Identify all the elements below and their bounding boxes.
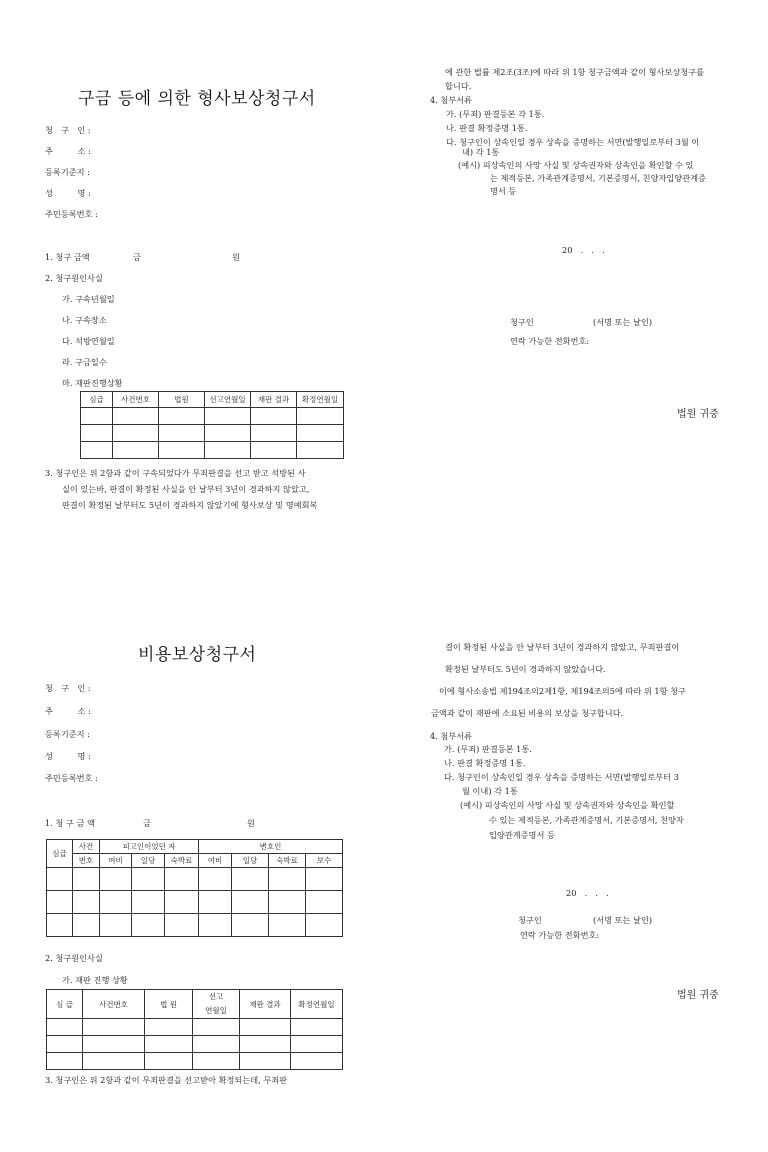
form1-rrn-label: 주민등록번호 : — [45, 209, 98, 219]
form2-sign-mark: (서명 또는 날인) — [593, 915, 653, 925]
cost-defendant-group: 피고인이었던 자 — [100, 840, 199, 854]
cost-lawyer-group: 변호인 — [199, 840, 343, 854]
form1-att-c1: 다. 청구인이 상속인일 경우 상속을 증명하는 서면(발행일로부터 3월 이 — [446, 137, 700, 147]
form1-court: 법원 귀중 — [677, 409, 719, 420]
form2-att-c2: 월 이내) 각 1통 — [462, 786, 518, 796]
table-row — [47, 891, 343, 914]
form2-cont-line1: 결이 확정된 사실을 안 날부터 3년이 경과하지 않았고, 무죄판결이 — [445, 642, 680, 652]
form2-item1-won-suffix: 원 — [247, 818, 255, 828]
form1-item3-line3: 판결이 확정된 날부터도 5년이 경과하지 않았기에 형사보상 및 명예회복 — [62, 500, 318, 510]
form1-att-b: 나. 판결 확정증명 1통. — [446, 123, 528, 133]
form2-item3-line1: 3. 청구인은 위 2항과 같이 무죄판결을 선고받아 확정되는데, 무죄판 — [45, 1075, 288, 1085]
form1-item2-label: 2. 청구원인사실 — [45, 273, 103, 283]
cost-instance-header: 심급 — [47, 840, 73, 868]
table-header: 선고연월일 — [205, 392, 251, 408]
form1-title: 구금 등에 의한 형사보상청구서 — [78, 89, 316, 109]
table-header: 심급 — [81, 392, 113, 408]
cost-sub-header: 여비 — [100, 854, 132, 868]
form1-name-label: 성 명 : — [45, 188, 91, 198]
form1-item3-line1: 3. 청구인은 위 2항과 같이 구속되었다가 무죄판결을 선고 받고 석방된 사 — [45, 468, 306, 478]
cost-sub-header: 일당 — [132, 854, 165, 868]
form2-cont-line2: 확정된 날부터도 5년이 경과하지 않았습니다. — [445, 664, 606, 674]
form2-att-ex1: (예시) 피상속인의 사망 사실 및 상속권자와 상속인을 확인할 — [460, 800, 675, 810]
form1-att-ex2: 는 제적등본, 가족관계증명서, 기본증명서, 친양자입양관계증 — [490, 173, 706, 183]
form1-sub-c: 다. 석방연월일 — [62, 336, 115, 346]
form1-att-ex3: 명서 등 — [490, 186, 517, 196]
form1-att-a: 가. (무죄) 판결등본 각 1통. — [446, 109, 545, 119]
form1-date: 20 . . . — [562, 245, 605, 255]
form1-address-label: 주 소 : — [45, 146, 91, 156]
form1-trial-table — [80, 391, 344, 459]
form1-item1-label: 1. 청구 금액 — [45, 252, 90, 262]
form2-item1-won-prefix: 금 — [143, 818, 151, 828]
form1-sub-a: 가. 구속년월일 — [62, 294, 115, 304]
form1-sign-claimant: 청구인 — [510, 317, 534, 327]
cost-sub-header: 숙박료 — [165, 854, 199, 868]
table-header-line: 연월일 — [205, 1006, 227, 1015]
form2-att-b: 나. 판결 확정증명 1통. — [444, 758, 526, 768]
form1-sub-e: 마. 재판진행상황 — [62, 378, 123, 388]
form2-address-label: 주 소 : — [45, 706, 91, 716]
form2-att-ex2: 수 있는 제적등본, 가족관계증명서, 기본증명서, 친양자 — [489, 815, 684, 825]
table-header: 법 원 — [145, 990, 193, 1019]
form2-phone: 연락 가능한 전화번호: — [520, 930, 600, 940]
table-row — [81, 408, 344, 425]
table-header: 사건번호 — [113, 392, 159, 408]
form2-trial-table — [46, 989, 343, 1070]
form2-claimant-label: 청 구 인 : — [45, 683, 91, 693]
form2-cost-table — [46, 839, 343, 937]
form1-claimant-label: 청 구 인 : — [45, 125, 91, 135]
form2-cont-line4: 금액과 같이 재판에 소요된 비용의 보상을 청구합니다. — [431, 708, 624, 718]
form2-title: 비용보상청구서 — [138, 645, 257, 665]
form2-sub-a: 가. 재판 진행 상황 — [62, 975, 128, 985]
form1-att-c2: 내) 각 1통 — [462, 147, 500, 157]
form1-phone: 연락 가능한 전화번호: — [510, 336, 590, 346]
form1-sub-b: 나. 구속장소 — [62, 315, 107, 325]
form1-item3-line2: 실이 있는바, 판결이 확정된 사실을 안 날부터 3년이 경과하지 않았고, — [62, 484, 310, 494]
form2-att-a: 가. (무죄) 판결등본 1통. — [444, 744, 532, 754]
table-row — [47, 1053, 343, 1070]
cost-sub-header: 보수 — [306, 854, 343, 868]
table-header: 재판 결과 — [240, 990, 291, 1019]
form2-rrn-label: 주민등록번호 : — [45, 773, 98, 783]
form1-sub-d: 라. 구금일수 — [62, 357, 107, 367]
table-header: 심 급 — [47, 990, 83, 1019]
table-header: 확정연월일 — [291, 990, 343, 1019]
form1-sign-mark: (서명 또는 날인) — [593, 317, 653, 327]
form2-sign-claimant: 청구인 — [518, 915, 542, 925]
form2-att-ex3: 입양관계증명서 등 — [489, 830, 555, 840]
form2-registry-label: 등록기준지 : — [45, 729, 90, 739]
form1-item4-label: 4. 첨부서류 — [430, 95, 473, 105]
form1-registry-label: 등록기준지 : — [45, 167, 90, 177]
form2-name-label: 성 명 : — [45, 751, 91, 761]
cost-sub-header: 여비 — [199, 854, 232, 868]
table-row — [81, 442, 344, 459]
table-header-line: 선고 — [208, 992, 224, 1001]
table-header — [193, 990, 240, 1019]
form2-item4-label: 4. 첨부서류 — [430, 731, 473, 741]
cost-sub-header: 일당 — [232, 854, 269, 868]
table-row — [47, 868, 343, 891]
form2-date: 20 . . . — [566, 888, 609, 898]
cost-case-header-bottom: 번호 — [73, 854, 100, 868]
table-header: 법원 — [159, 392, 205, 408]
table-header: 사건번호 — [83, 990, 145, 1019]
table-header: 확정연월일 — [297, 392, 344, 408]
form2-att-c1: 다. 청구인이 상속인일 경우 상속을 증명하는 서면(발행일로부터 3 — [444, 772, 679, 782]
form1-att-ex1: (예시) 피상속인의 사망 사실 및 상속권자와 상속인을 확인할 수 있 — [458, 160, 694, 170]
table-row — [47, 1036, 343, 1053]
form2-item1-label: 1. 청 구 금 액 — [45, 818, 95, 828]
form2-court: 법원 귀중 — [677, 990, 719, 1001]
cost-sub-header: 숙박료 — [269, 854, 306, 868]
table-header: 재판 결과 — [251, 392, 297, 408]
form2-cont-line3: 이에 형사소송법 제194조의2제1항, 제194조의5에 따라 위 1항 청구 — [439, 686, 686, 696]
cost-case-header-top: 사건 — [73, 840, 100, 854]
form2-item2-label: 2. 청구원인사실 — [45, 953, 103, 963]
table-row — [47, 1019, 343, 1036]
table-row — [81, 425, 344, 442]
form1-cont-line2: 합니다. — [445, 81, 472, 91]
form1-item1-won-prefix: 금 — [133, 252, 141, 262]
form1-cont-line1: 에 관한 법률 제2조(3조)에 따라 위 1항 청구금액과 같이 형사보상청구를 — [445, 67, 704, 77]
table-row — [47, 914, 343, 937]
form1-item1-won-suffix: 원 — [232, 252, 240, 262]
